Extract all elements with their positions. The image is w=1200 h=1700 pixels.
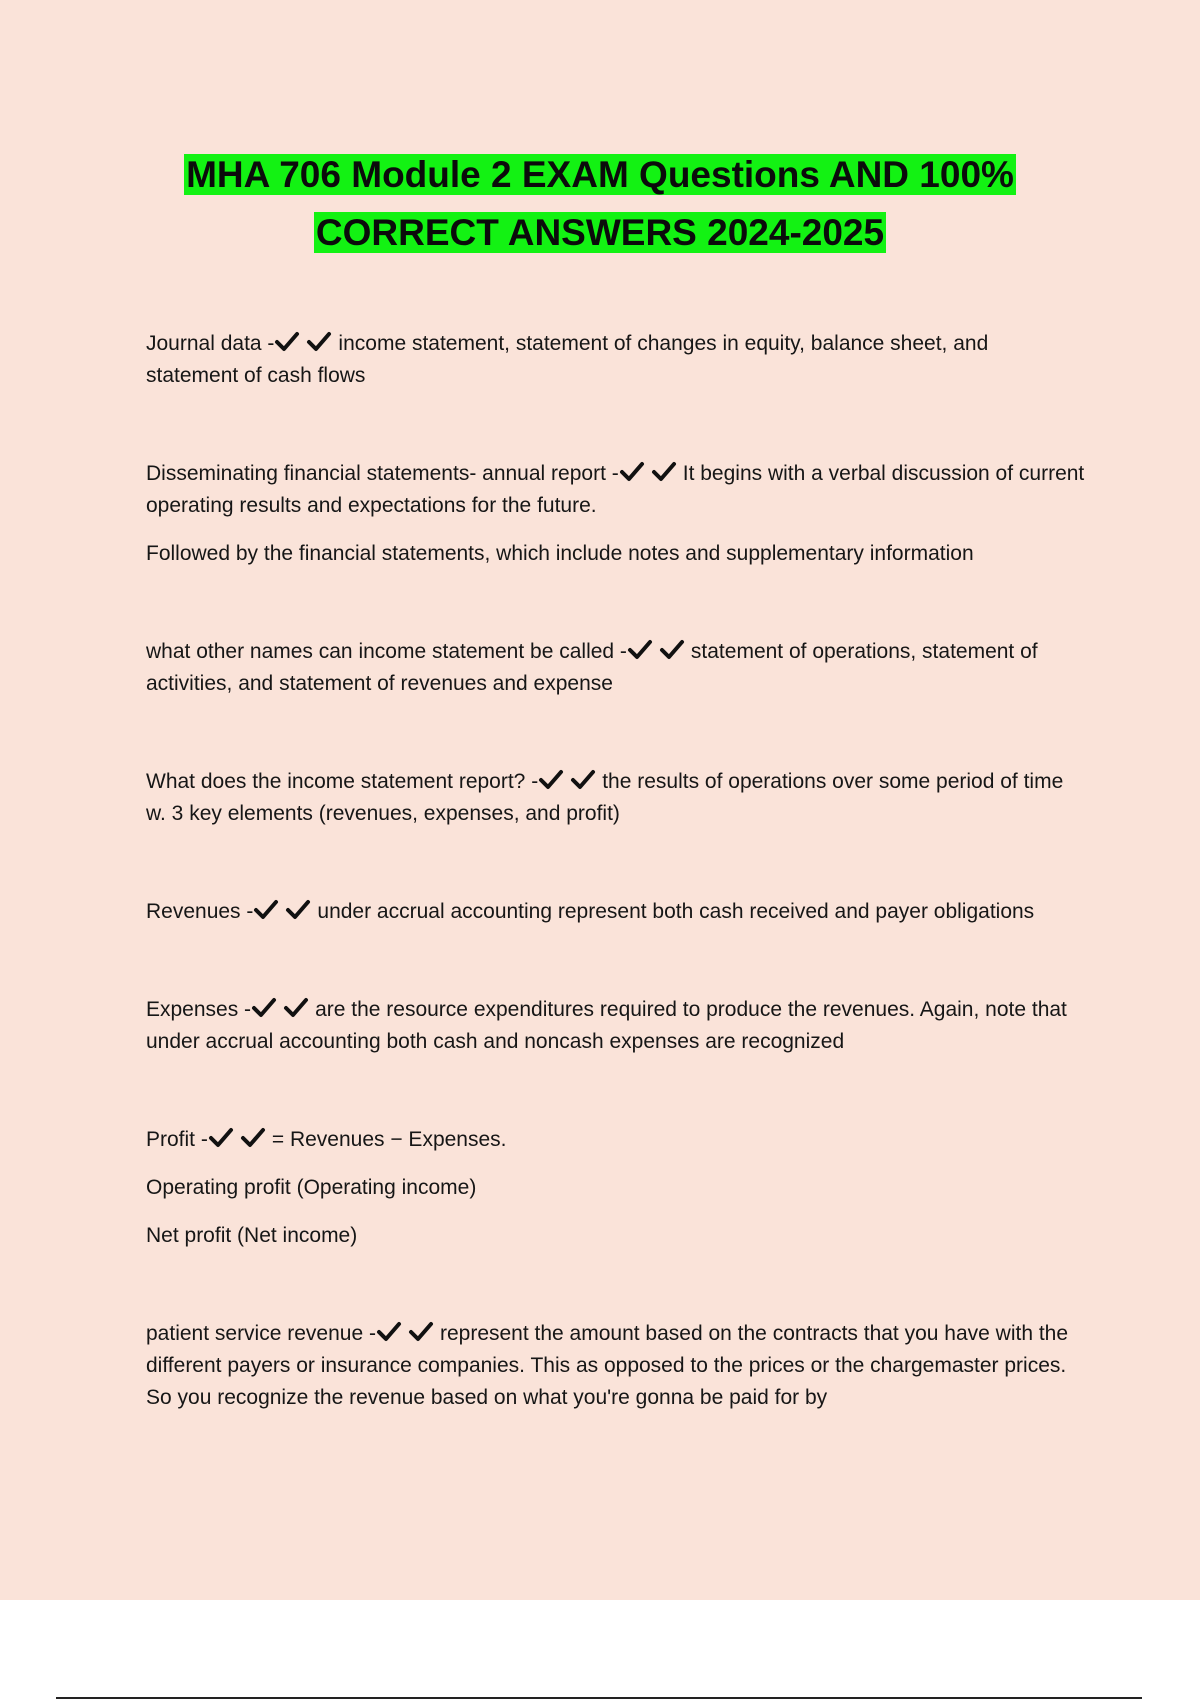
qa-item bbox=[146, 1318, 1086, 1414]
qa-answer: income statement, statement of changes in equity, balance sheet, and statement of cash flows bbox=[146, 332, 989, 387]
check-icon bbox=[376, 1321, 402, 1343]
qa-answer: represent the amount based on the contracts that you have with the different payers or insurance companies. This as opposed to the prices or the chargemaster prices. So you recognize the revenue based on what you're gonna be paid for by bbox=[146, 1322, 1069, 1409]
qa-text bbox=[146, 636, 1086, 700]
qa-answer: the results of operations over some period of time w. 3 key elements (revenues, expenses, and profit) bbox=[146, 770, 1064, 825]
qa-term: Journal data - bbox=[146, 332, 275, 355]
qa-term: What does the income statement report? - bbox=[146, 770, 539, 793]
qa-item bbox=[146, 458, 1086, 570]
check-icon bbox=[408, 1321, 434, 1343]
qa-extra-line: Followed by the financial statements, which include notes and supplementary information bbox=[146, 542, 974, 565]
check-icon bbox=[251, 997, 277, 1019]
check-icon bbox=[285, 899, 311, 921]
qa-answer: under accrual accounting represent both cash received and payer obligations bbox=[317, 900, 1035, 923]
qa-text bbox=[146, 458, 1086, 522]
qa-extra-line: Operating profit (Operating income) bbox=[146, 1176, 477, 1199]
qa-term: Disseminating financial statements- annual report - bbox=[146, 462, 619, 485]
qa-answer: It begins with a verbal discussion of current operating results and expectations for the future. bbox=[146, 462, 1085, 517]
check-icon bbox=[253, 899, 279, 921]
qa-text bbox=[146, 896, 1086, 928]
qa-list bbox=[146, 328, 1086, 1414]
qa-item bbox=[146, 994, 1086, 1058]
check-icon bbox=[240, 1127, 266, 1149]
qa-answer: are the resource expenditures required to produce the revenues. Again, note that under accrual accounting both cash and noncash expenses are recognized bbox=[146, 998, 1067, 1053]
check-icon bbox=[570, 769, 596, 791]
check-icon bbox=[208, 1127, 234, 1149]
qa-text bbox=[146, 1124, 1086, 1156]
check-icon bbox=[283, 997, 309, 1019]
title-line-2: CORRECT ANSWERS 2024-2025 bbox=[315, 212, 885, 253]
qa-item bbox=[146, 1124, 1086, 1252]
check-icon bbox=[627, 639, 653, 661]
qa-item bbox=[146, 328, 1086, 392]
qa-text bbox=[146, 994, 1086, 1058]
check-icon bbox=[651, 461, 677, 483]
check-icon bbox=[659, 639, 685, 661]
qa-text bbox=[146, 766, 1086, 830]
qa-term: Revenues - bbox=[146, 900, 254, 923]
qa-answer: = Revenues − Expenses. bbox=[271, 1128, 507, 1151]
qa-item bbox=[146, 896, 1086, 928]
qa-text bbox=[146, 328, 1086, 392]
page-title bbox=[0, 146, 1200, 262]
qa-item bbox=[146, 766, 1086, 830]
qa-term: Profit - bbox=[146, 1128, 208, 1151]
qa-term: patient service revenue - bbox=[146, 1322, 376, 1345]
qa-extra-line: Net profit (Net income) bbox=[146, 1224, 358, 1247]
qa-term: Expenses - bbox=[146, 998, 252, 1021]
check-icon bbox=[274, 331, 300, 353]
check-icon bbox=[538, 769, 564, 791]
footer-divider bbox=[56, 1697, 1142, 1699]
check-icon bbox=[306, 331, 332, 353]
qa-item bbox=[146, 636, 1086, 700]
check-icon bbox=[619, 461, 645, 483]
qa-answer: statement of operations, statement of activities, and statement of revenues and expense bbox=[146, 640, 1038, 695]
title-line-1: MHA 706 Module 2 EXAM Questions AND 100% bbox=[186, 154, 1014, 195]
qa-text bbox=[146, 1318, 1086, 1414]
qa-term: what other names can income statement be called - bbox=[146, 640, 627, 663]
